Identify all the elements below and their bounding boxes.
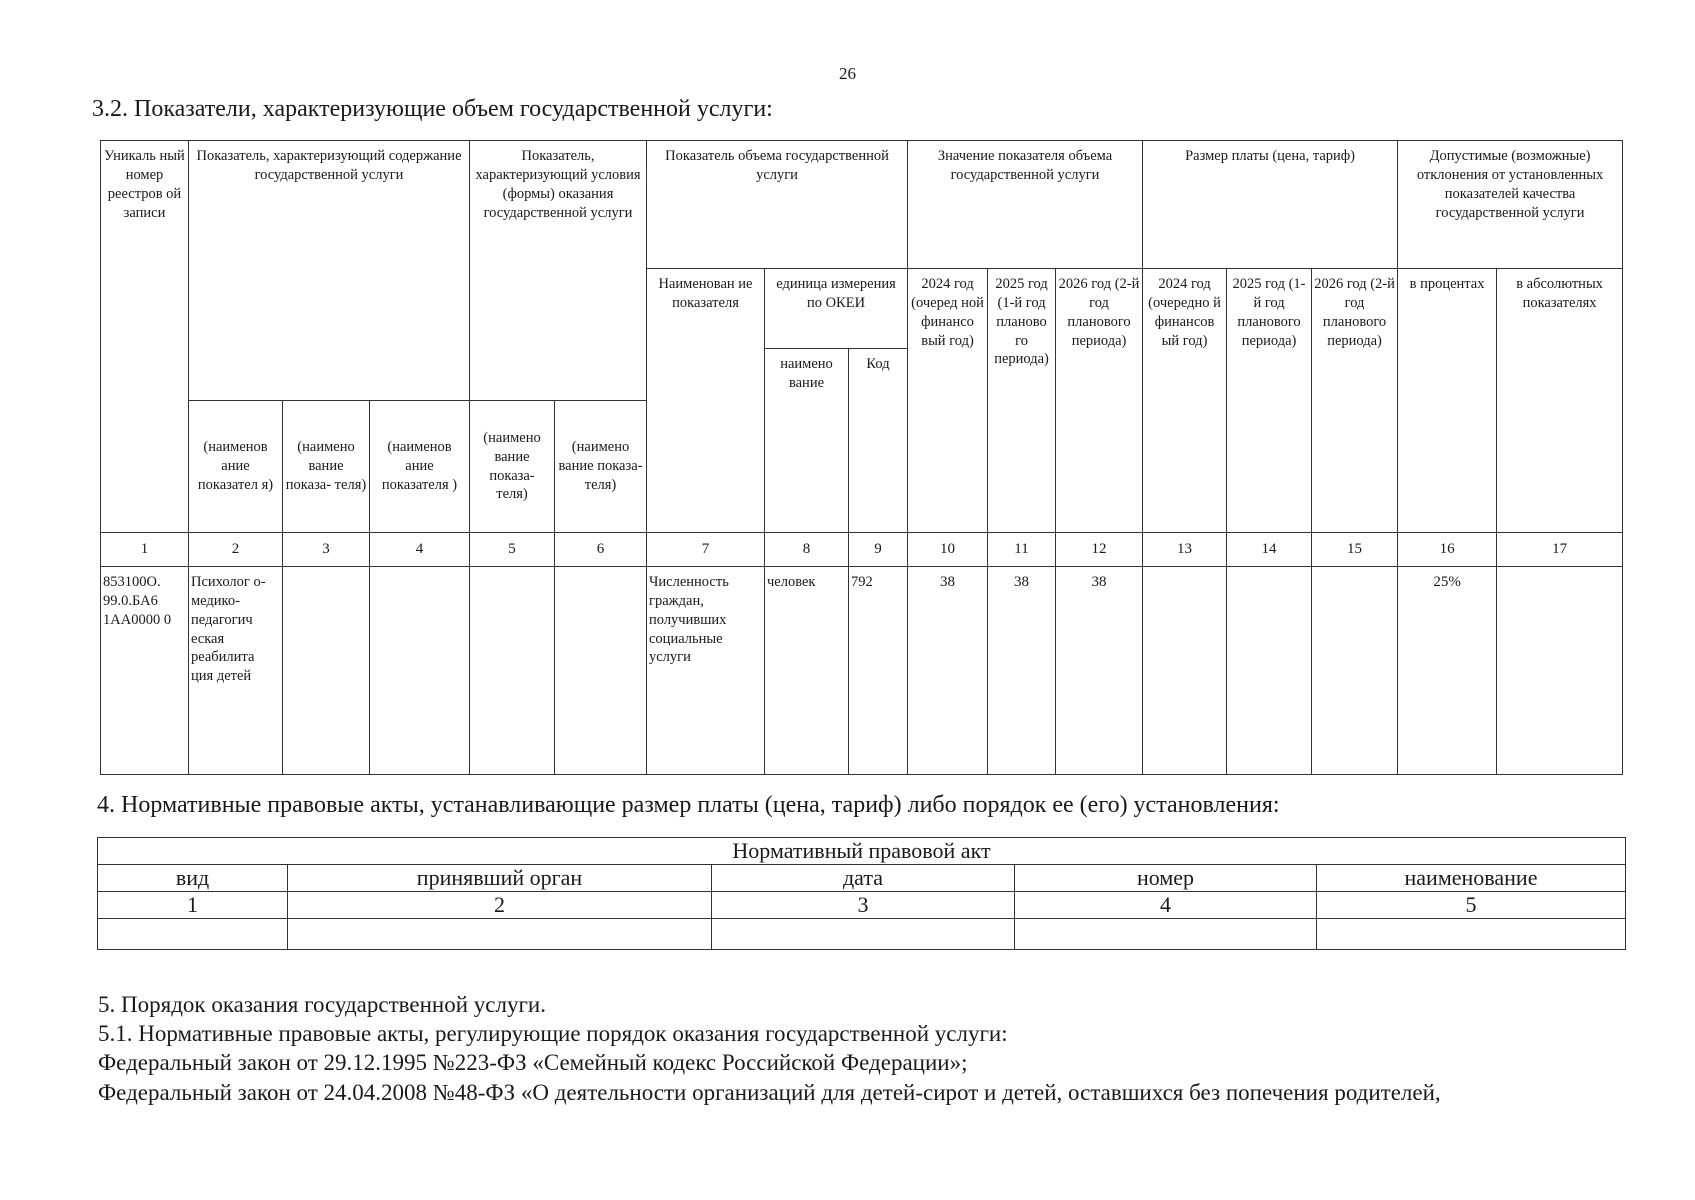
column-number: 12 — [1056, 533, 1143, 567]
section-5-1-title: 5.1. Нормативные правовые акты, регулирующие порядок оказания государственной услуги: — [98, 1021, 1008, 1046]
npa-column-header: вид — [98, 865, 288, 892]
header-2024-value: 2024 год (очеред ной финансо вый год) — [908, 269, 988, 533]
cell-empty — [283, 567, 370, 775]
cell-value-2025: 38 — [988, 567, 1056, 775]
header-fee: Размер платы (цена, тариф) — [1143, 141, 1398, 269]
header-in-absolute: в абсолютных показателях — [1497, 269, 1623, 533]
npa-column-number: 2 — [288, 892, 712, 919]
subheader-col-5: (наимено вание показа- теля) — [470, 401, 555, 533]
table-row — [101, 567, 1623, 775]
column-number: 11 — [988, 533, 1056, 567]
column-number: 14 — [1227, 533, 1312, 567]
section-5-title: 5. Порядок оказания государственной услуги. — [98, 992, 546, 1017]
header-unit-okei: единица измерения по ОКЕИ — [765, 269, 908, 349]
header-deviation: Допустимые (возможные) отклонения от установленных показателей качества государственной услуги — [1398, 141, 1623, 269]
cell-unique-number: 853100О. 99.0.БА6 1АА0000 0 — [101, 567, 189, 775]
cell-empty — [98, 919, 288, 950]
column-number: 4 — [370, 533, 470, 567]
cell-content: Психолог о-медико- педагогич еская реабилита ция детей — [189, 567, 283, 775]
subheader-col-2: (наименов ание показател я) — [189, 401, 283, 533]
column-number: 7 — [647, 533, 765, 567]
subheader-col-6: (наимено вание показа- теля) — [555, 401, 647, 533]
column-number: 10 — [908, 533, 988, 567]
npa-column-number: 4 — [1015, 892, 1317, 919]
column-number: 13 — [1143, 533, 1227, 567]
cell-empty — [288, 919, 712, 950]
cell-empty — [1312, 567, 1398, 775]
column-number: 15 — [1312, 533, 1398, 567]
npa-column-header: принявший орган — [288, 865, 712, 892]
column-number: 1 — [101, 533, 189, 567]
law-item: Федеральный закон от 24.04.2008 №48-ФЗ «О деятельности организаций для детей-сирот и детей, оставшихся без попечения родителей, — [98, 1080, 1441, 1105]
cell-empty — [1143, 567, 1227, 775]
cell-percent: 25% — [1398, 567, 1497, 775]
cell-empty — [1317, 919, 1626, 950]
header-2025-fee: 2025 год (1-й год планового периода) — [1227, 269, 1312, 533]
page-number: 26 — [839, 64, 856, 83]
header-indicator-name: Наименован ие показателя — [647, 269, 765, 533]
header-2025-value: 2025 год (1-й год планово го периода) — [988, 269, 1056, 533]
header-volume-indicator: Показатель объема государственной услуги — [647, 141, 908, 269]
header-conditions-indicator: Показатель, характеризующий условия (формы) оказания государственной услуги — [470, 141, 647, 401]
volume-indicators-table — [100, 140, 1623, 775]
npa-column-header: дата — [712, 865, 1015, 892]
header-2024-fee: 2024 год (очередно й финансов ый год) — [1143, 269, 1227, 533]
header-content-indicator: Показатель, характеризующий содержание государственной услуги — [189, 141, 470, 401]
npa-column-number: 3 — [712, 892, 1015, 919]
header-in-percent: в процентах — [1398, 269, 1497, 533]
column-number: 6 — [555, 533, 647, 567]
column-number: 2 — [189, 533, 283, 567]
column-number: 16 — [1398, 533, 1497, 567]
header-unit-code: Код — [849, 349, 908, 533]
column-number: 9 — [849, 533, 908, 567]
cell-value-2024: 38 — [908, 567, 988, 775]
cell-empty — [370, 567, 470, 775]
npa-column-header: номер — [1015, 865, 1317, 892]
npa-column-number: 1 — [98, 892, 288, 919]
column-number: 8 — [765, 533, 849, 567]
cell-empty — [555, 567, 647, 775]
npa-column-header: наименование — [1317, 865, 1626, 892]
column-number: 3 — [283, 533, 370, 567]
cell-empty — [1497, 567, 1623, 775]
subheader-col-4: (наименов ание показателя ) — [370, 401, 470, 533]
table-row — [98, 919, 1626, 950]
section-3-2-title: 3.2. Показатели, характеризующие объем государственной услуги: — [92, 96, 773, 122]
cell-indicator: Численность граждан, получивших социальные услуги — [647, 567, 765, 775]
header-2026-fee: 2026 год (2-й год планового периода) — [1312, 269, 1398, 533]
column-number: 5 — [470, 533, 555, 567]
cell-empty — [1015, 919, 1317, 950]
cell-empty — [470, 567, 555, 775]
header-unique-number: Уникаль ный номер реестров ой записи — [101, 141, 189, 533]
cell-unit: человек — [765, 567, 849, 775]
subheader-col-3: (наимено вание показа- теля) — [283, 401, 370, 533]
law-item: Федеральный закон от 29.12.1995 №223-ФЗ «Семейный кодекс Российской Федерации»; — [98, 1050, 968, 1075]
cell-empty — [1227, 567, 1312, 775]
header-2026-value: 2026 год (2-й год планового периода) — [1056, 269, 1143, 533]
header-unit-name: наимено вание — [765, 349, 849, 533]
cell-value-2026: 38 — [1056, 567, 1143, 775]
npa-column-number: 5 — [1317, 892, 1626, 919]
column-number: 17 — [1497, 533, 1623, 567]
cell-empty — [712, 919, 1015, 950]
cell-code: 792 — [849, 567, 908, 775]
npa-table-title: Нормативный правовой акт — [98, 838, 1626, 865]
section-4-title: 4. Нормативные правовые акты, устанавливающие размер платы (цена, тариф) либо порядок ее (его) установления: — [97, 792, 1280, 818]
header-volume-value: Значение показателя объема государственной услуги — [908, 141, 1143, 269]
normative-acts-table — [97, 837, 1626, 950]
